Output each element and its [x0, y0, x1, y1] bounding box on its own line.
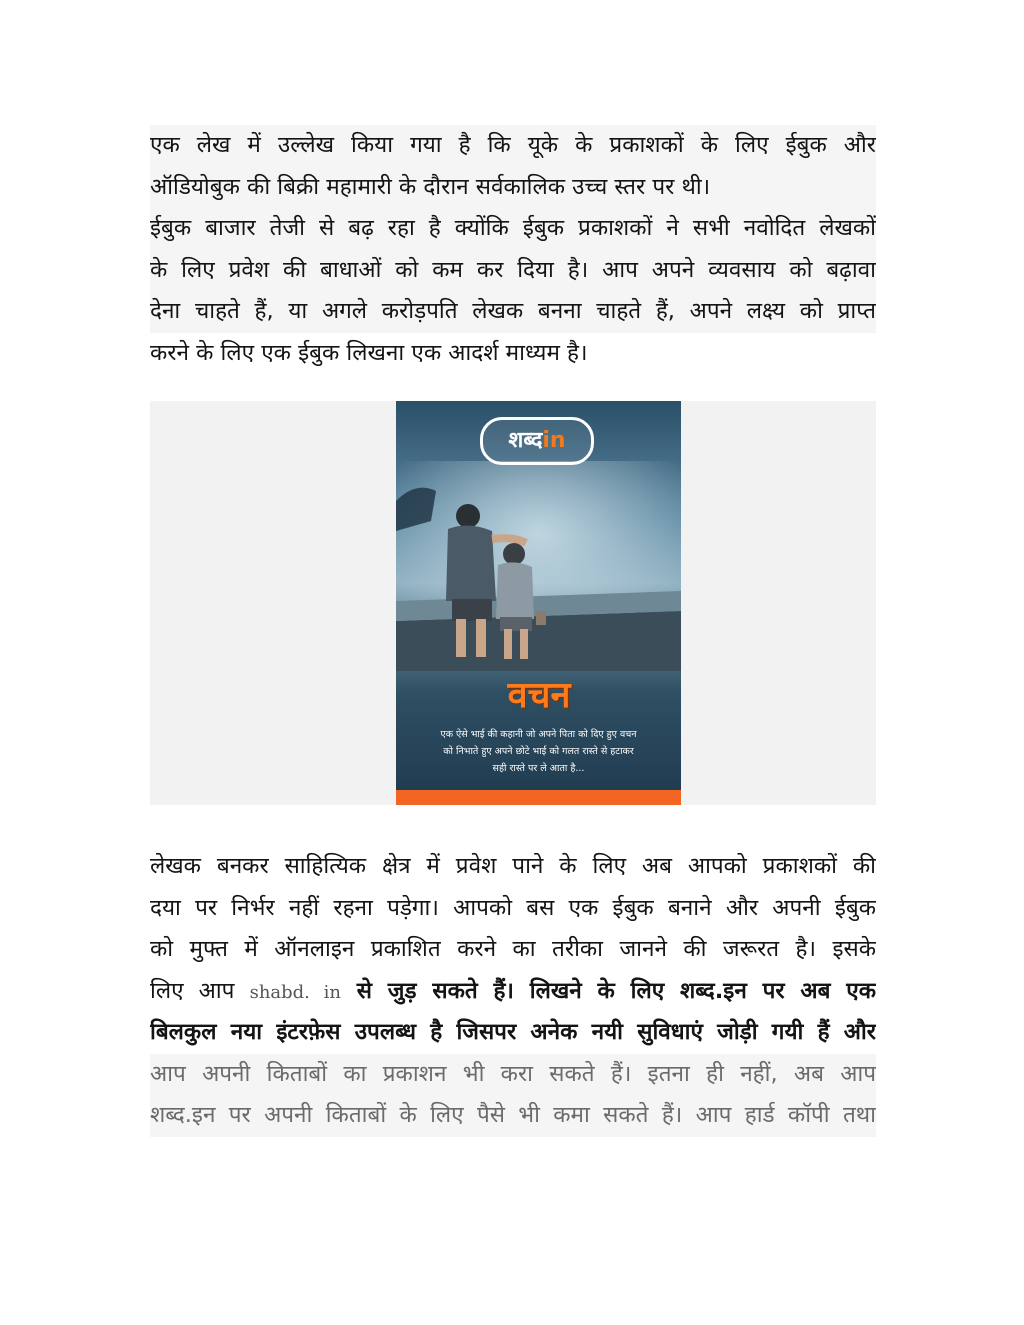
shabd-link[interactable]: shabd. in — [249, 981, 341, 1003]
text-line-with-link — [150, 971, 876, 1013]
blurb-line: को निभाते हुए अपने छोटे भाई को गलत रास्ते से हटाकर — [443, 746, 634, 757]
text-line: को मुफ्त में ऑनलाइन प्रकाशित करने का तरीका जानने की जरूरत है। इसके — [150, 936, 876, 962]
text-line: शब्द.इन पर अपनी किताबों के लिए पैसे भी कमा सकते हैं। आप हार्ड कॉपी तथा — [150, 1095, 876, 1137]
text-line: ऑडियोबुक की बिक्री महामारी के दौरान सर्वकालिक उच्च स्तर पर थी। — [150, 167, 876, 209]
text-line: बिलकुल नया इंटरफ़ेस उपलब्ध है जिसपर अनेक नयी सुविधाएं जोड़ी गयी हैं और — [150, 1019, 876, 1045]
book-title: वचन — [507, 675, 571, 716]
two-boys-illustration — [396, 461, 681, 671]
text-segment: से जुड़ सकते हैं। लिखने के लिए शब्द.इन पर अब एक — [340, 977, 876, 1004]
text-line: एक लेख में उल्लेख किया गया है कि यूके के प्रकाशकों के लिए ईबुक और — [150, 125, 876, 167]
paragraph-ebook-intro — [150, 125, 876, 374]
cover-bottom-bar — [396, 790, 681, 805]
blurb-line: एक ऐसे भाई की कहानी जो अपने पिता को दिए हुए वचन — [440, 729, 637, 740]
text-line: ईबुक बाजार तेजी से बढ़ रहा है क्योंकि ईबुक प्रकाशकों ने सभी नवोदित लेखकों — [150, 208, 876, 250]
text-segment: लिए आप — [150, 977, 250, 1004]
paragraph-publishing — [150, 846, 876, 1137]
blurb-line: सही रास्ते पर ले आता है... — [492, 763, 585, 774]
book-cover-image — [396, 401, 681, 805]
shabd-logo: शब्दin — [480, 417, 594, 465]
text-line: लेखक बनकर साहित्यिक क्षेत्र में प्रवेश पाने के लिए अब आपको प्रकाशकों की — [150, 853, 876, 879]
book-blurb — [406, 726, 671, 777]
text-line: आप अपनी किताबों का प्रकाशन भी करा सकते हैं। इतना ही नहीं, अब आप — [150, 1054, 876, 1096]
text-line: करने के लिए एक ईबुक लिखना एक आदर्श माध्यम है। — [150, 339, 588, 366]
text-line: के लिए प्रवेश की बाधाओं को कम कर दिया है। आप अपने व्यवसाय को बढ़ावा — [150, 250, 876, 292]
text-line: देना चाहते हैं, या अगले करोड़पति लेखक बनना चाहते हैं, अपने लक्ष्य को प्राप्त — [150, 291, 876, 333]
text-line: दया पर निर्भर नहीं रहना पड़ेगा। आपको बस एक ईबुक बनाने और अपनी ईबुक — [150, 894, 876, 921]
